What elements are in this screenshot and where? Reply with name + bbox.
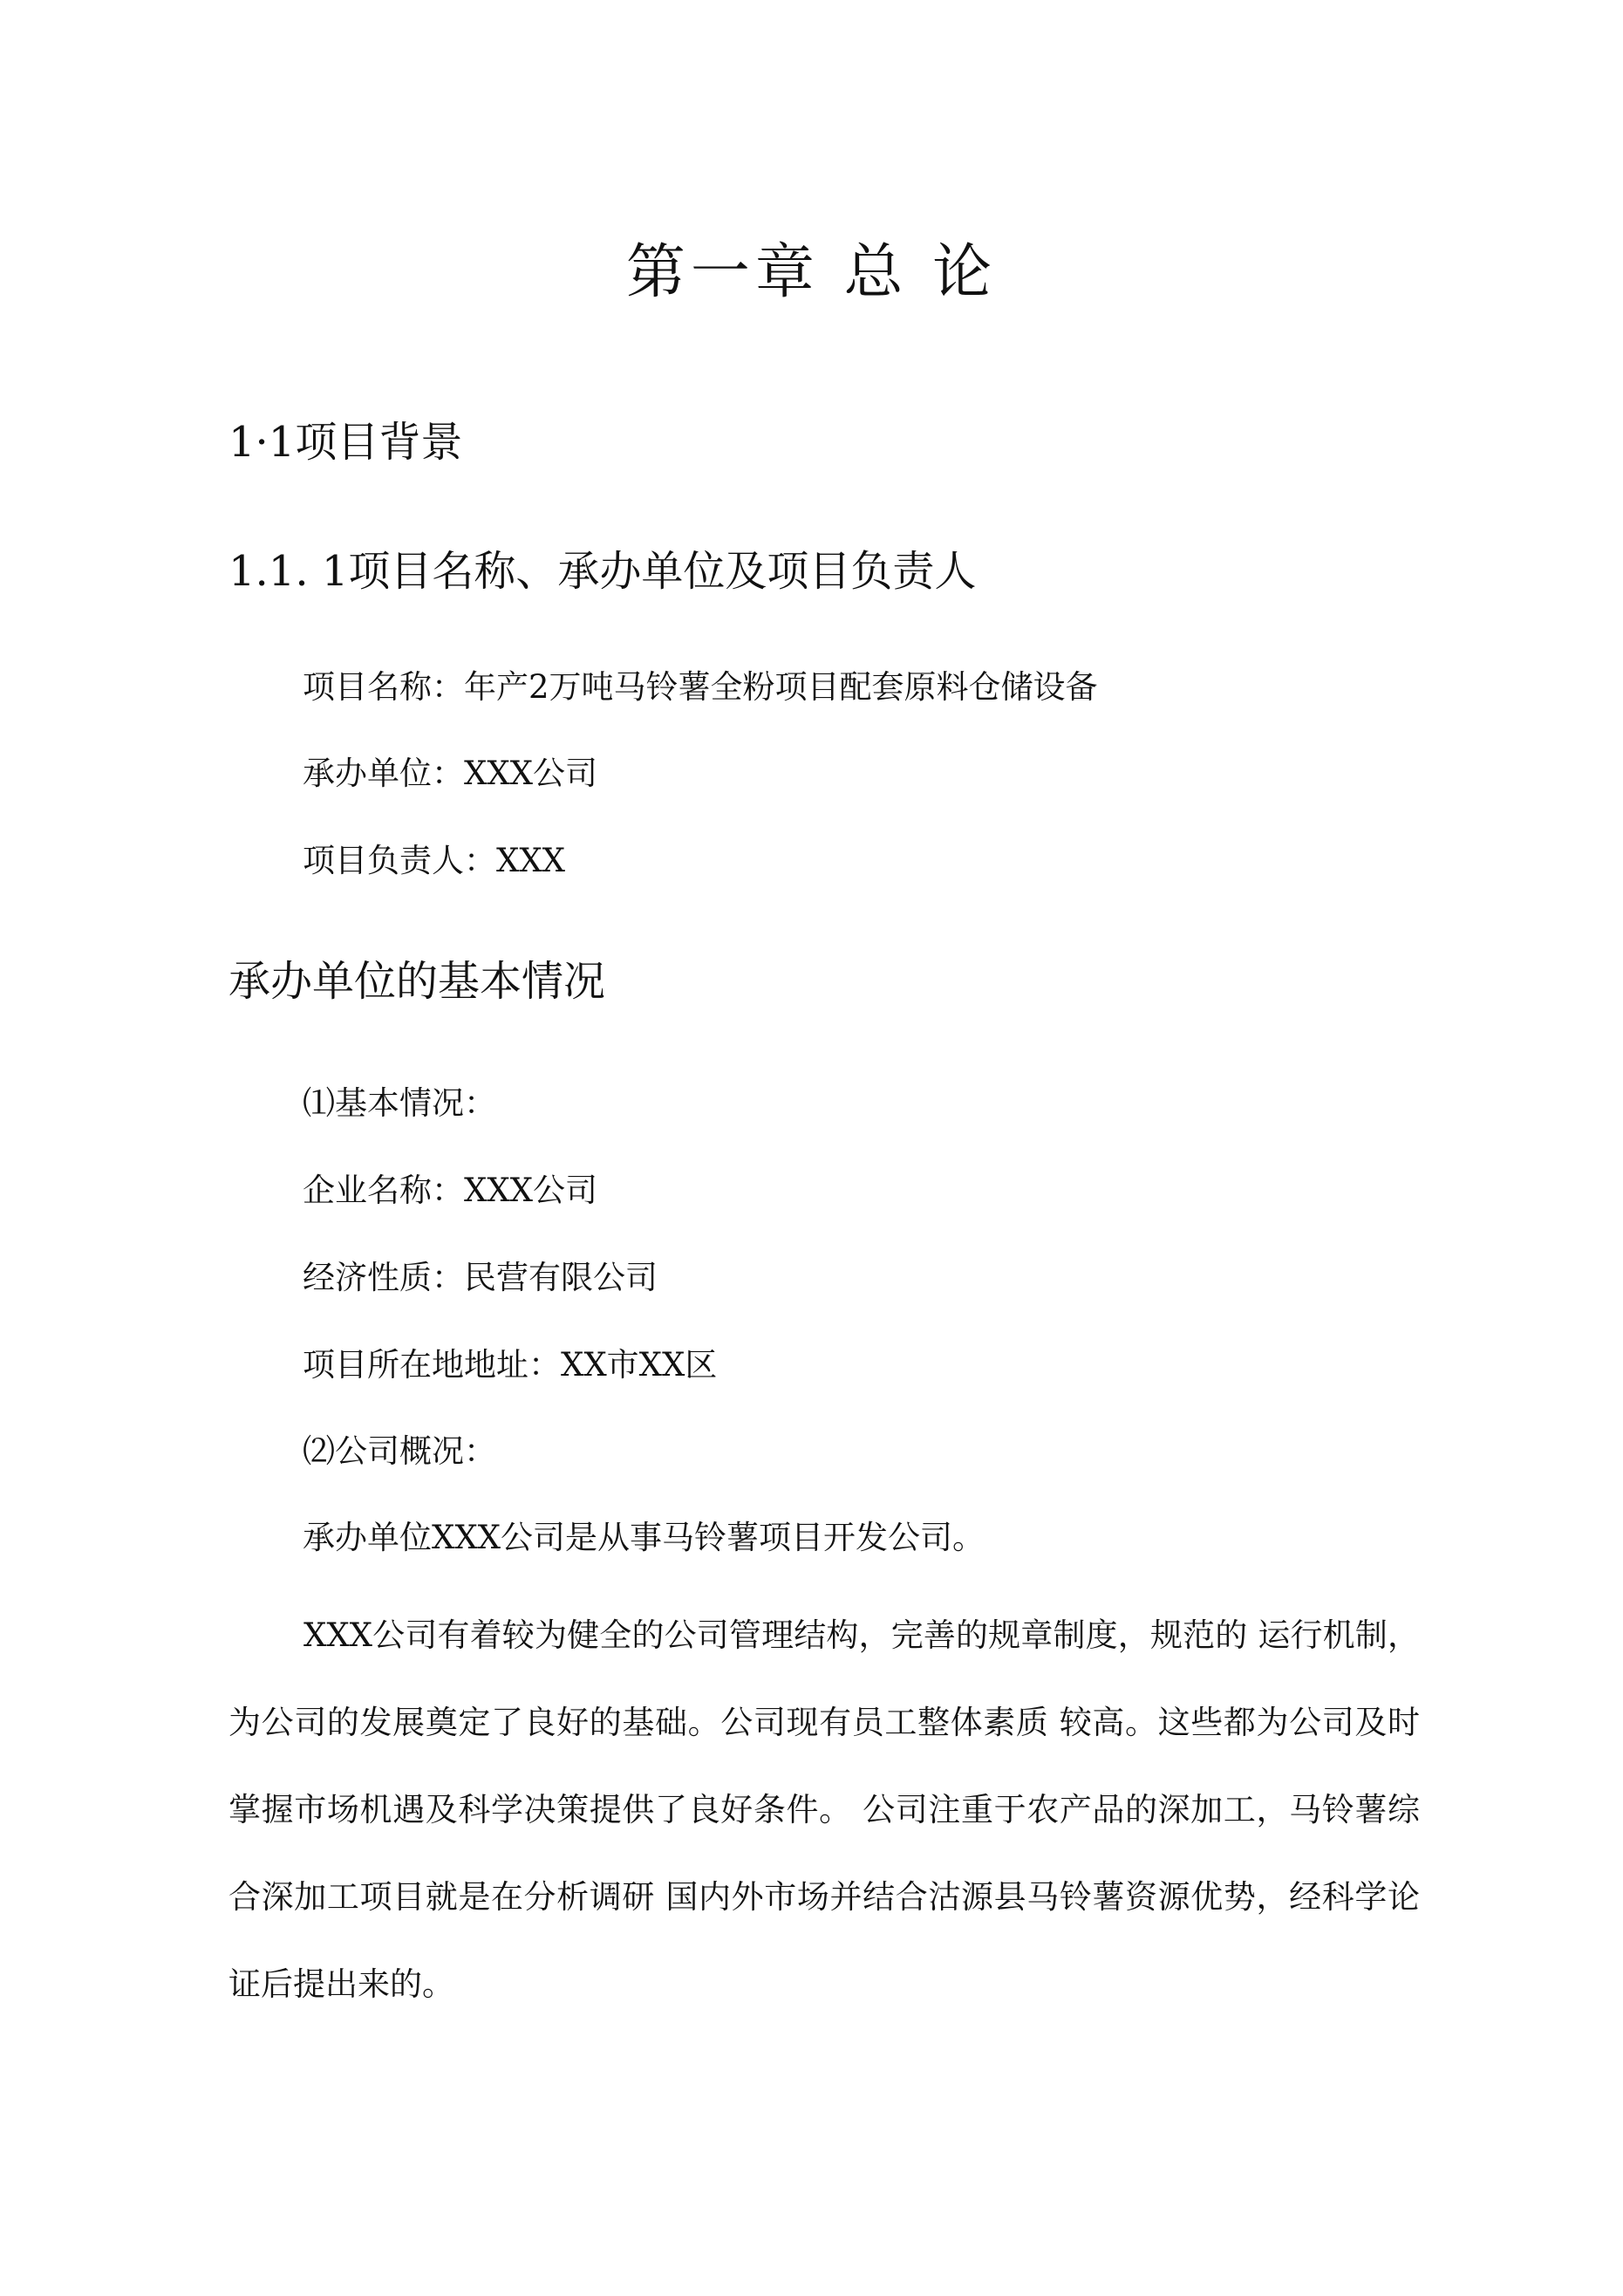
section-heading: 1·1项目背景: [228, 418, 463, 467]
overview-intro: 承办单位XXX公司是从事马铃薯项目开发公司。: [303, 1519, 985, 1556]
undertaking-unit-line: 承办单位：XXX公司: [303, 755, 598, 792]
address-line: 项目所在地地址：XX市XX区: [303, 1346, 718, 1384]
project-leader-line: 项目负责人：XXX: [303, 842, 566, 879]
unit-info-heading: 承办单位的基本情况: [228, 957, 606, 1006]
chapter-title: 第一章 总 论: [625, 238, 998, 307]
overview-body-paragraph: XXX公司有着较为健全的公司管理结构，完善的规章制度，规范的 运行机制，为公司的发展奠定了良好的基础。公司现有员工整体素质 较高。这些都为公司及时掌握市场机遇及科学决策提供了良好条件。 公司注重于农产品的深加工，马铃薯综合深加工项目就是在分析调研 国内外市场并结合沽源县马铃薯资源优势，经科学论证后提出来的。: [228, 1616, 1420, 2003]
overview-label: ⑵公司概况：: [303, 1432, 496, 1470]
economic-nature-line: 经济性质：民营有限公司: [303, 1259, 658, 1296]
basic-info-label: ⑴基本情况：: [303, 1084, 496, 1122]
subsection-heading: 1.1. 1项目名称、承办单位及项目负责人: [228, 547, 977, 596]
project-name-line: 项目名称：年产2万吨马铃薯全粉项目配套原料仓储设备: [303, 668, 1098, 706]
company-name-line: 企业名称：XXX公司: [303, 1172, 598, 1209]
